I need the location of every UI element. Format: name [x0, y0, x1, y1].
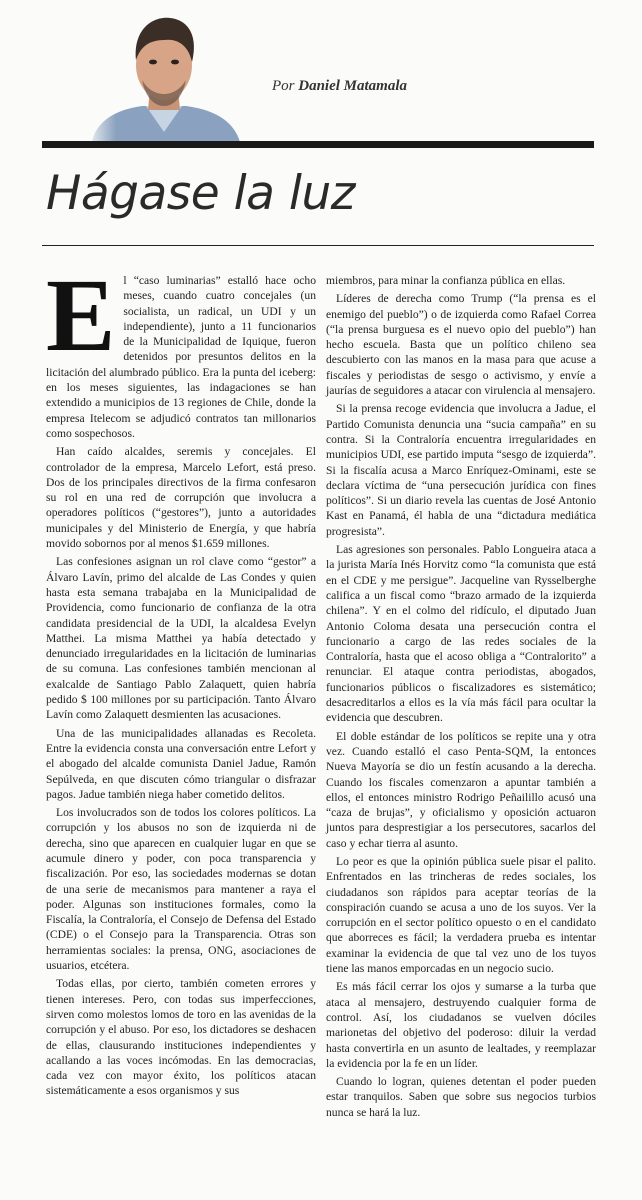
left-column: [46, 258, 316, 1099]
headline: Hágase la luz: [46, 166, 355, 221]
byline: [272, 78, 407, 95]
header-rule: [42, 141, 594, 148]
paragraph-continuation: miembros, para minar la confianza pública en ellas.: [326, 274, 566, 287]
paragraph: Las agresiones son personales. Pablo Longueira ataca a la jurista María Inés Horvitz como “la comunista que está en el CDE y me persigue”. Jacqueline van Rysselberghe califica a un fiscal como “brazo armado de la izquierda chilena”. Y en el colmo del ridículo, el diputado Juan Antonio Coloma desata una persecución contra el funcionario a cargo de las redes sociales de la Contraloría, hasta que el acoso obliga a “Contralorito” a renunciar. El ataque contra periodistas, abogados, funcionarios públicos o fiscalizadores es sistemático; desacreditarlos a ellos es la vía más fácil para ocultar la evidencia que descubren.: [326, 543, 596, 725]
paragraph: Los involucrados son de todos los colores políticos. La corrupción y los abusos no son de izquierda ni de derecha, sino que aparecen en cualquier lugar en que se acumule dinero y poder, con poca transparencia y fiscalización. Por eso, las sociedades modernas se dotan de una serie de mecanismos para mantener a raya el poder. Algunas son instituciones formales, como la Fiscalía, la Contraloría, el Consejo de Defensa del Estado (CDE) o el Consejo para la Transparencia. Otras son herramientas sociales: la prensa, ONG, asociaciones de usuarios, etcétera.: [46, 806, 316, 973]
paragraph: Una de las municipalidades allanadas es Recoleta. Entre la evidencia consta una conversación entre Lefort y el abogado del alcalde comunista Daniel Jadue, Ramón Sepúlveda, en que discuten cómo triangular o disfrazar pagos. Jadue también niega haber cometido delitos.: [46, 726, 316, 801]
author-name: Daniel Matamala: [298, 78, 408, 94]
drop-cap: E: [46, 258, 116, 373]
article-header: [0, 0, 642, 148]
paragraph: El doble estándar de los políticos se repite una y otra vez. Cuando estalló el caso Penta-SQM, la entonces Nueva Mayoría se dio un festín acusando a la derecha. Cuando los fiscales comenzaron a apuntar también a ellos, el entonces ministro Rodrigo Peñailillo acusó una “caza de brujas”, y oficialismo y oposición actuaron juntos para desprestigiar a los persecutores, sacarlos del caso y echar tierra al asunto.: [326, 729, 596, 850]
headline-rule: [42, 245, 594, 246]
author-portrait: [84, 10, 244, 142]
right-column: [326, 273, 596, 1120]
paragraph: Todas ellas, por cierto, también cometen errores y tienen intereses. Pero, con todas sus imperfecciones, sirven como molestos lomos de toro en las avenidas de la corrupción y el abuso. Por eso, los dictadores se deshacen de ellas, clausurando instituciones independientes y acallando a las voces incómodas. En las democracias, cada vez con mayor éxito, los políticos atacan sistemáticamente a esos organismos y sus: [46, 977, 316, 1098]
byline-prefix: Por: [272, 78, 295, 94]
paragraph: Han caído alcaldes, seremis y concejales. El controlador de la empresa, Marcelo Lefort, está preso. Dos de los principales directivos de la firma confesaron su rol en una red de corrupción que involucra a operadores políticos (“gestores”), junto a autoridades municipales y del Ministerio de Energía, y que habría movido sobornos por al menos $1.659 millones.: [46, 445, 316, 551]
paragraph: [46, 258, 316, 441]
paragraph: Las confesiones asignan un rol clave como “gestor” a Álvaro Lavín, primo del alcalde de Las Condes y quien hasta esta semana trabajaba en la Municipalidad de Providencia, como funcionario de confianza de la otra candidata presidencial de la UDI, la alcaldesa Evelyn Matthei. La misma Matthei ya había detectado y denunciado irregularidades en la licitación de luminarias de su comuna. Las confesiones también mencionan al exalcalde de Santiago Pablo Zalaquett, quien habría pedido $ 100 millones por su participación. Tanto Álvaro Lavín como Zalaquett desmienten las acusaciones.: [46, 555, 316, 722]
paragraph-text: l “caso luminarias” estalló hace ocho meses, cuando cuatro concejales (un socialista, un radical, un UDI y un independiente), junto a 11 funcionarios de la Municipalidad de Iquique, fueron detenidos por presuntos delitos en la licitación del alumbrado público. Era la punta del iceberg: en los meses siguientes, las indagaciones se han extendido a municipios de 13 regiones de Chile, donde la empresa Itelecom se adjudicó contratos tan millonarios como sospechosos.: [46, 274, 316, 440]
paragraph: Si la prensa recoge evidencia que involucra a Jadue, el Partido Comunista denuncia una “sucia campaña” en su contra. Si la Contraloría encuentra irregularidades en municipios UDI, ese partido imputa “sesgo de izquierda”. Si la fiscalía acusa a Marco Enríquez-Ominami, este se declara víctima de “una persecución jurídica con fines políticos”. Si un diario revela las cuentas de José Antonio Kast en Panamá, él habla de una “dictadura mediática progresista”.: [326, 402, 596, 538]
paragraph: Líderes de derecha como Trump (“la prensa es el enemigo del pueblo”) o de izquierda como Rafael Correa (“la prensa burguesa es el nuevo opio del pueblo”) han hecho escuela. Basta que un político chileno sea descubierto con las manos en la masa para que acuse a fiscales y periodistas de sesgo o activismo, y envíe a jaurías de seguidores a atacar con virulencia al mensajero.: [326, 292, 596, 398]
paragraph: Lo peor es que la opinión pública suele pisar el palito. Enfrentados en las trincheras de redes sociales, los ciudadanos son rápidos para aceptar teorías de la conspiración cuando se acusa a uno de los suyos. Ver la corrupción en el sector político opuesto o en el candidato que aborreces es fácil; la verdadera prueba es intentar examinar la evidencia de que tal vez uno de los tuyos tiene las manos emporcadas en un negocio sucio.: [326, 854, 596, 976]
paragraph: Es más fácil cerrar los ojos y sumarse a la turba que ataca al mensajero, destruyendo cualquier forma de control. Así, los ciudadanos se vuelven dóciles marionetas del objetivo del poderoso: diluir la verdad hasta convertirla en un asunto de lealtades, y reemplazar la evidencia por la fe en un líder.: [326, 980, 596, 1070]
paragraph: Cuando lo logran, quienes detentan el poder pueden estar tranquilos. Saben que sobre sus negocios turbios nunca se hará la luz.: [326, 1075, 596, 1119]
